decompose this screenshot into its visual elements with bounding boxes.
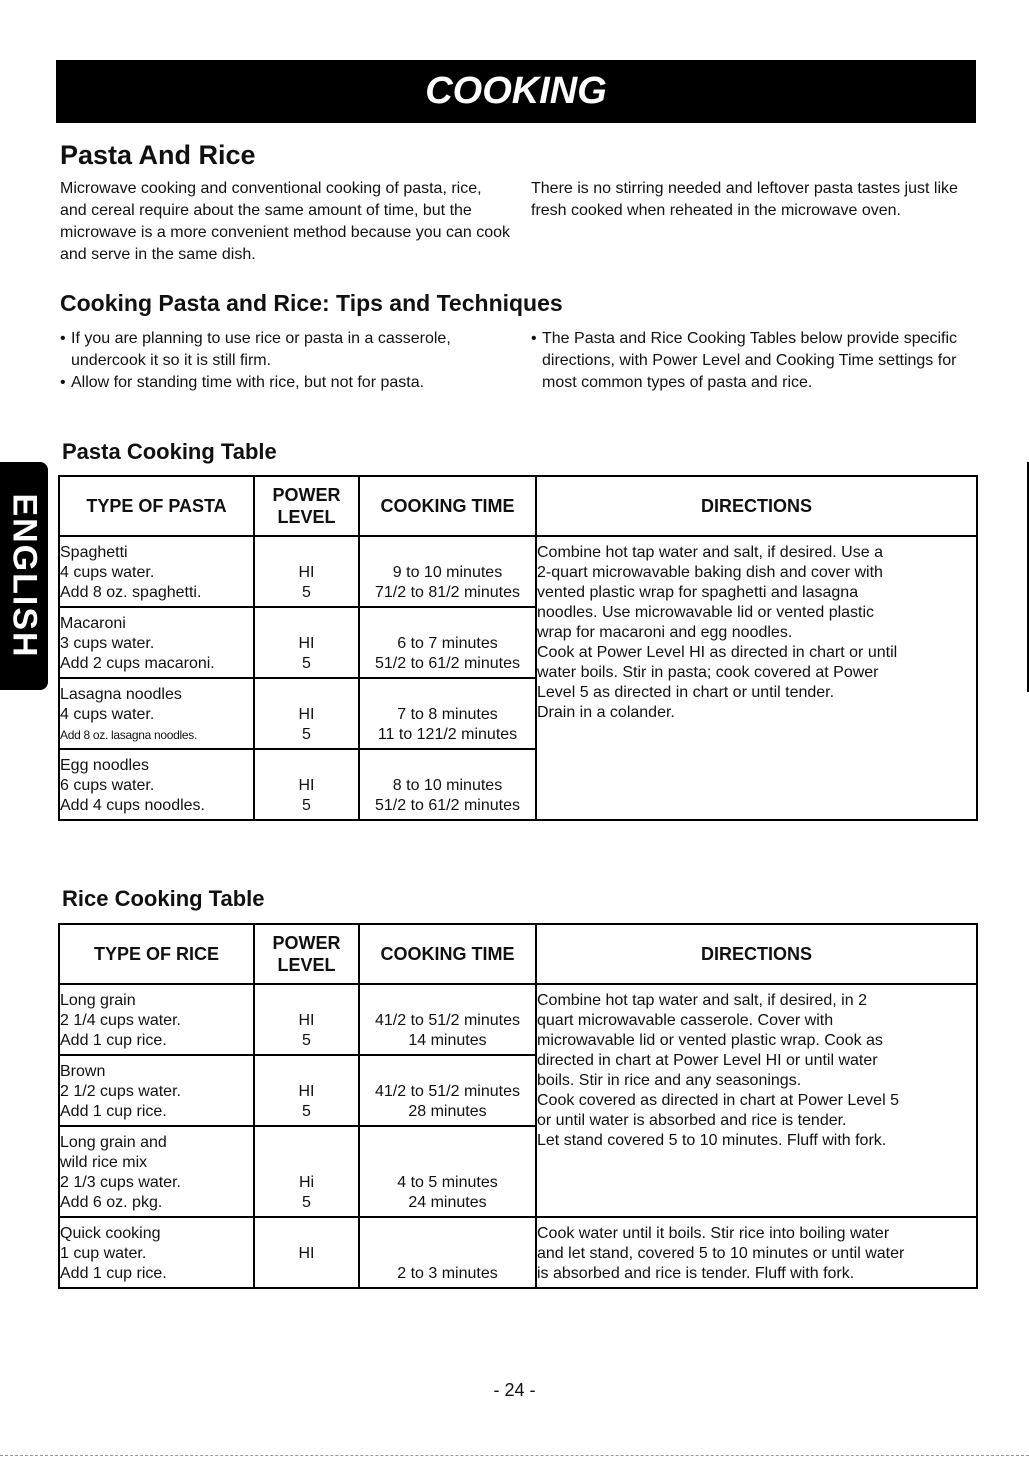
- direction-line: Cook covered as directed in chart at Power Level 5: [537, 1092, 899, 1109]
- time-value: 6 to 7 minutes: [397, 635, 498, 652]
- time-cell: [359, 678, 536, 749]
- rice-directions-cell: [536, 984, 977, 1217]
- power-value: HI: [298, 635, 315, 652]
- direction-line: vented plastic wrap for spaghetti and lasagna: [537, 584, 859, 601]
- direction-line: wrap for macaroni and egg noodles.: [537, 624, 793, 641]
- type-line: Long grain and: [60, 1134, 167, 1151]
- type-line: 3 cups water.: [60, 635, 155, 652]
- time-value: 41/2 to 51/2 minutes: [375, 1083, 520, 1100]
- rice-type-cell: [59, 1055, 254, 1126]
- type-line: Brown: [60, 1063, 106, 1080]
- type-line: wild rice mix: [60, 1154, 148, 1171]
- time-value: 51/2 to 61/2 minutes: [375, 655, 520, 672]
- type-line: Long grain: [60, 992, 136, 1009]
- power-header-label: POWER LEVEL: [272, 485, 341, 527]
- page-number: - 24 -: [493, 1380, 536, 1400]
- intro-paragraph-right: There is no stirring needed and leftover pasta tastes just like fresh cooked when reheated in the microwave oven.: [531, 180, 958, 219]
- section-title: Pasta And Rice: [60, 140, 256, 170]
- time-cell: [359, 984, 536, 1055]
- direction-line: Level 5 as directed in chart or until tender.: [537, 684, 835, 701]
- time-cell: [359, 1217, 536, 1288]
- time-value: 9 to 10 minutes: [392, 564, 503, 581]
- rice-type-cell: [59, 984, 254, 1055]
- time-value: 28 minutes: [408, 1103, 487, 1120]
- power-header-label: POWER LEVEL: [272, 933, 341, 975]
- type-line: Spaghetti: [60, 544, 128, 561]
- type-line: Macaroni: [60, 615, 126, 632]
- direction-line: Cook water until it boils. Stir rice into boiling water: [537, 1225, 890, 1242]
- tip-item: • The Pasta and Rice Cooking Tables below provide specific directions, with Power Level and Cooking Time settings for most common types of pasta and rice.: [531, 328, 961, 394]
- rice-quick-directions-cell: [536, 1217, 977, 1288]
- time-value: 41/2 to 51/2 minutes: [375, 1012, 520, 1029]
- direction-line: Combine hot tap water and salt, if desired, in 2: [537, 992, 867, 1009]
- direction-line: Let stand covered 5 to 10 minutes. Fluff with fork.: [537, 1132, 887, 1149]
- pasta-directions-cell: [536, 536, 977, 820]
- power-cell: [254, 1126, 359, 1217]
- type-line: Add 1 cup rice.: [60, 1103, 167, 1120]
- type-line: Quick cooking: [60, 1225, 161, 1242]
- power-value: HI: [298, 1083, 315, 1100]
- power-value: 5: [302, 1032, 311, 1049]
- direction-line: noodles. Use microwavable lid or vented plastic: [537, 604, 875, 621]
- tips-right-column: [531, 328, 961, 394]
- time-value: 71/2 to 81/2 minutes: [375, 584, 520, 601]
- type-line: Add 2 cups macaroni.: [60, 655, 215, 672]
- power-cell: [254, 607, 359, 678]
- type-line: Add 8 oz. spaghetti.: [60, 584, 202, 601]
- table-row: [59, 536, 977, 607]
- time-value: 4 to 5 minutes: [397, 1174, 498, 1191]
- tips-left-column: [60, 328, 510, 394]
- time-value: 14 minutes: [408, 1032, 487, 1049]
- time-cell: [359, 607, 536, 678]
- direction-line: directed in chart at Power Level HI or until water: [537, 1052, 878, 1069]
- pasta-type-cell: [59, 749, 254, 820]
- rice-type-cell: [59, 1217, 254, 1288]
- power-value: 5: [302, 726, 311, 743]
- power-value: HI: [298, 706, 315, 723]
- type-line: Add 6 oz. pkg.: [60, 1194, 163, 1211]
- power-value: 5: [302, 1194, 311, 1211]
- tip-item: • If you are planning to use rice or pasta in a casserole, undercook it so it is still firm.: [60, 328, 510, 372]
- direction-line: Cook at Power Level HI as directed in chart or until: [537, 644, 898, 661]
- tips-list-right: [531, 328, 961, 394]
- rice-type-cell: [59, 1126, 254, 1217]
- header-title: COOKING: [425, 70, 607, 112]
- table-header-row: [59, 924, 977, 984]
- direction-line: and let stand, covered 5 to 10 minutes or until water: [537, 1245, 905, 1262]
- power-value: HI: [298, 777, 315, 794]
- type-line: Add 1 cup rice.: [60, 1265, 167, 1282]
- column-header-power: [254, 476, 359, 536]
- page-divider: [0, 1455, 1029, 1456]
- type-line: 2 1/4 cups water.: [60, 1012, 181, 1029]
- column-header-power: [254, 924, 359, 984]
- type-line: 4 cups water.: [60, 564, 155, 581]
- rice-cooking-table: [58, 923, 978, 1289]
- direction-line: water boils. Stir in pasta; cook covered at Power: [537, 664, 879, 681]
- column-header-directions: DIRECTIONS: [536, 476, 977, 536]
- time-cell: [359, 749, 536, 820]
- power-value: Hi: [298, 1174, 315, 1191]
- page-header-banner: [56, 60, 976, 123]
- type-line: Add 1 cup rice.: [60, 1032, 167, 1049]
- intro-left-column: [60, 178, 510, 266]
- power-value: 5: [302, 584, 311, 601]
- column-header-directions: DIRECTIONS: [536, 924, 977, 984]
- power-value: HI: [298, 564, 315, 581]
- column-header-time: COOKING TIME: [359, 476, 536, 536]
- language-side-tab: [0, 462, 48, 690]
- column-header-time: COOKING TIME: [359, 924, 536, 984]
- power-cell: [254, 1217, 359, 1288]
- type-line: 2 1/3 cups water.: [60, 1174, 181, 1191]
- column-header-type: TYPE OF PASTA: [59, 476, 254, 536]
- power-value: HI: [298, 1245, 315, 1262]
- pasta-cooking-table: [58, 475, 978, 821]
- type-line: Add 8 oz. lasagna noodles.: [60, 728, 197, 742]
- type-line: 1 cup water.: [60, 1245, 147, 1262]
- type-line: Lasagna noodles: [60, 686, 182, 703]
- type-line: Egg noodles: [60, 757, 149, 774]
- direction-line: or until water is absorbed and rice is tender.: [537, 1112, 847, 1129]
- tip-item: • Allow for standing time with rice, but not for pasta.: [60, 372, 510, 394]
- direction-line: quart microwavable casserole. Cover with: [537, 1012, 834, 1029]
- pasta-type-cell: [59, 607, 254, 678]
- table-row: [59, 984, 977, 1055]
- time-cell: [359, 1055, 536, 1126]
- column-header-type: TYPE OF RICE: [59, 924, 254, 984]
- language-label: ENGLISH: [5, 493, 44, 659]
- intro-right-column: [531, 178, 971, 222]
- direction-line: is absorbed and rice is tender. Fluff with fork.: [537, 1265, 855, 1282]
- time-cell: [359, 1126, 536, 1217]
- time-value: 51/2 to 61/2 minutes: [375, 797, 520, 814]
- time-value: 8 to 10 minutes: [392, 777, 503, 794]
- type-line: 2 1/2 cups water.: [60, 1083, 181, 1100]
- power-cell: [254, 749, 359, 820]
- direction-line: microwavable lid or vented plastic wrap. Cook as: [537, 1032, 883, 1049]
- pasta-type-cell: [59, 536, 254, 607]
- power-cell: [254, 536, 359, 607]
- direction-line: 2-quart microwavable baking dish and cover with: [537, 564, 883, 581]
- type-line: 6 cups water.: [60, 777, 155, 794]
- type-line: 4 cups water.: [60, 706, 155, 723]
- tips-list-left: [60, 328, 510, 394]
- power-value: HI: [298, 1012, 315, 1029]
- direction-line: boils. Stir in rice and any seasonings.: [537, 1072, 802, 1089]
- power-cell: [254, 984, 359, 1055]
- time-value: 11 to 121/2 minutes: [377, 726, 518, 743]
- time-value: 24 minutes: [408, 1194, 487, 1211]
- time-value: 7 to 8 minutes: [397, 706, 498, 723]
- table-header-row: [59, 476, 977, 536]
- power-value: 5: [302, 655, 311, 672]
- pasta-table-title: Pasta Cooking Table: [62, 439, 277, 464]
- time-value: 2 to 3 minutes: [397, 1265, 498, 1282]
- direction-line: Combine hot tap water and salt, if desired. Use a: [537, 544, 883, 561]
- type-line: Add 4 cups noodles.: [60, 797, 205, 814]
- pasta-type-cell: [59, 678, 254, 749]
- rice-table-title: Rice Cooking Table: [62, 886, 265, 911]
- tips-title: Cooking Pasta and Rice: Tips and Techniques: [60, 290, 563, 316]
- power-value: 5: [302, 1103, 311, 1120]
- power-cell: [254, 678, 359, 749]
- time-cell: [359, 536, 536, 607]
- power-cell: [254, 1055, 359, 1126]
- table-row: [59, 1217, 977, 1288]
- power-value: 5: [302, 797, 311, 814]
- direction-line: Drain in a colander.: [537, 704, 675, 721]
- intro-paragraph-left: Microwave cooking and conventional cooking of pasta, rice, and cereal require about the same amount of time, but the microwave is a more convenient method because you can cook and serve in the same dish.: [60, 180, 511, 263]
